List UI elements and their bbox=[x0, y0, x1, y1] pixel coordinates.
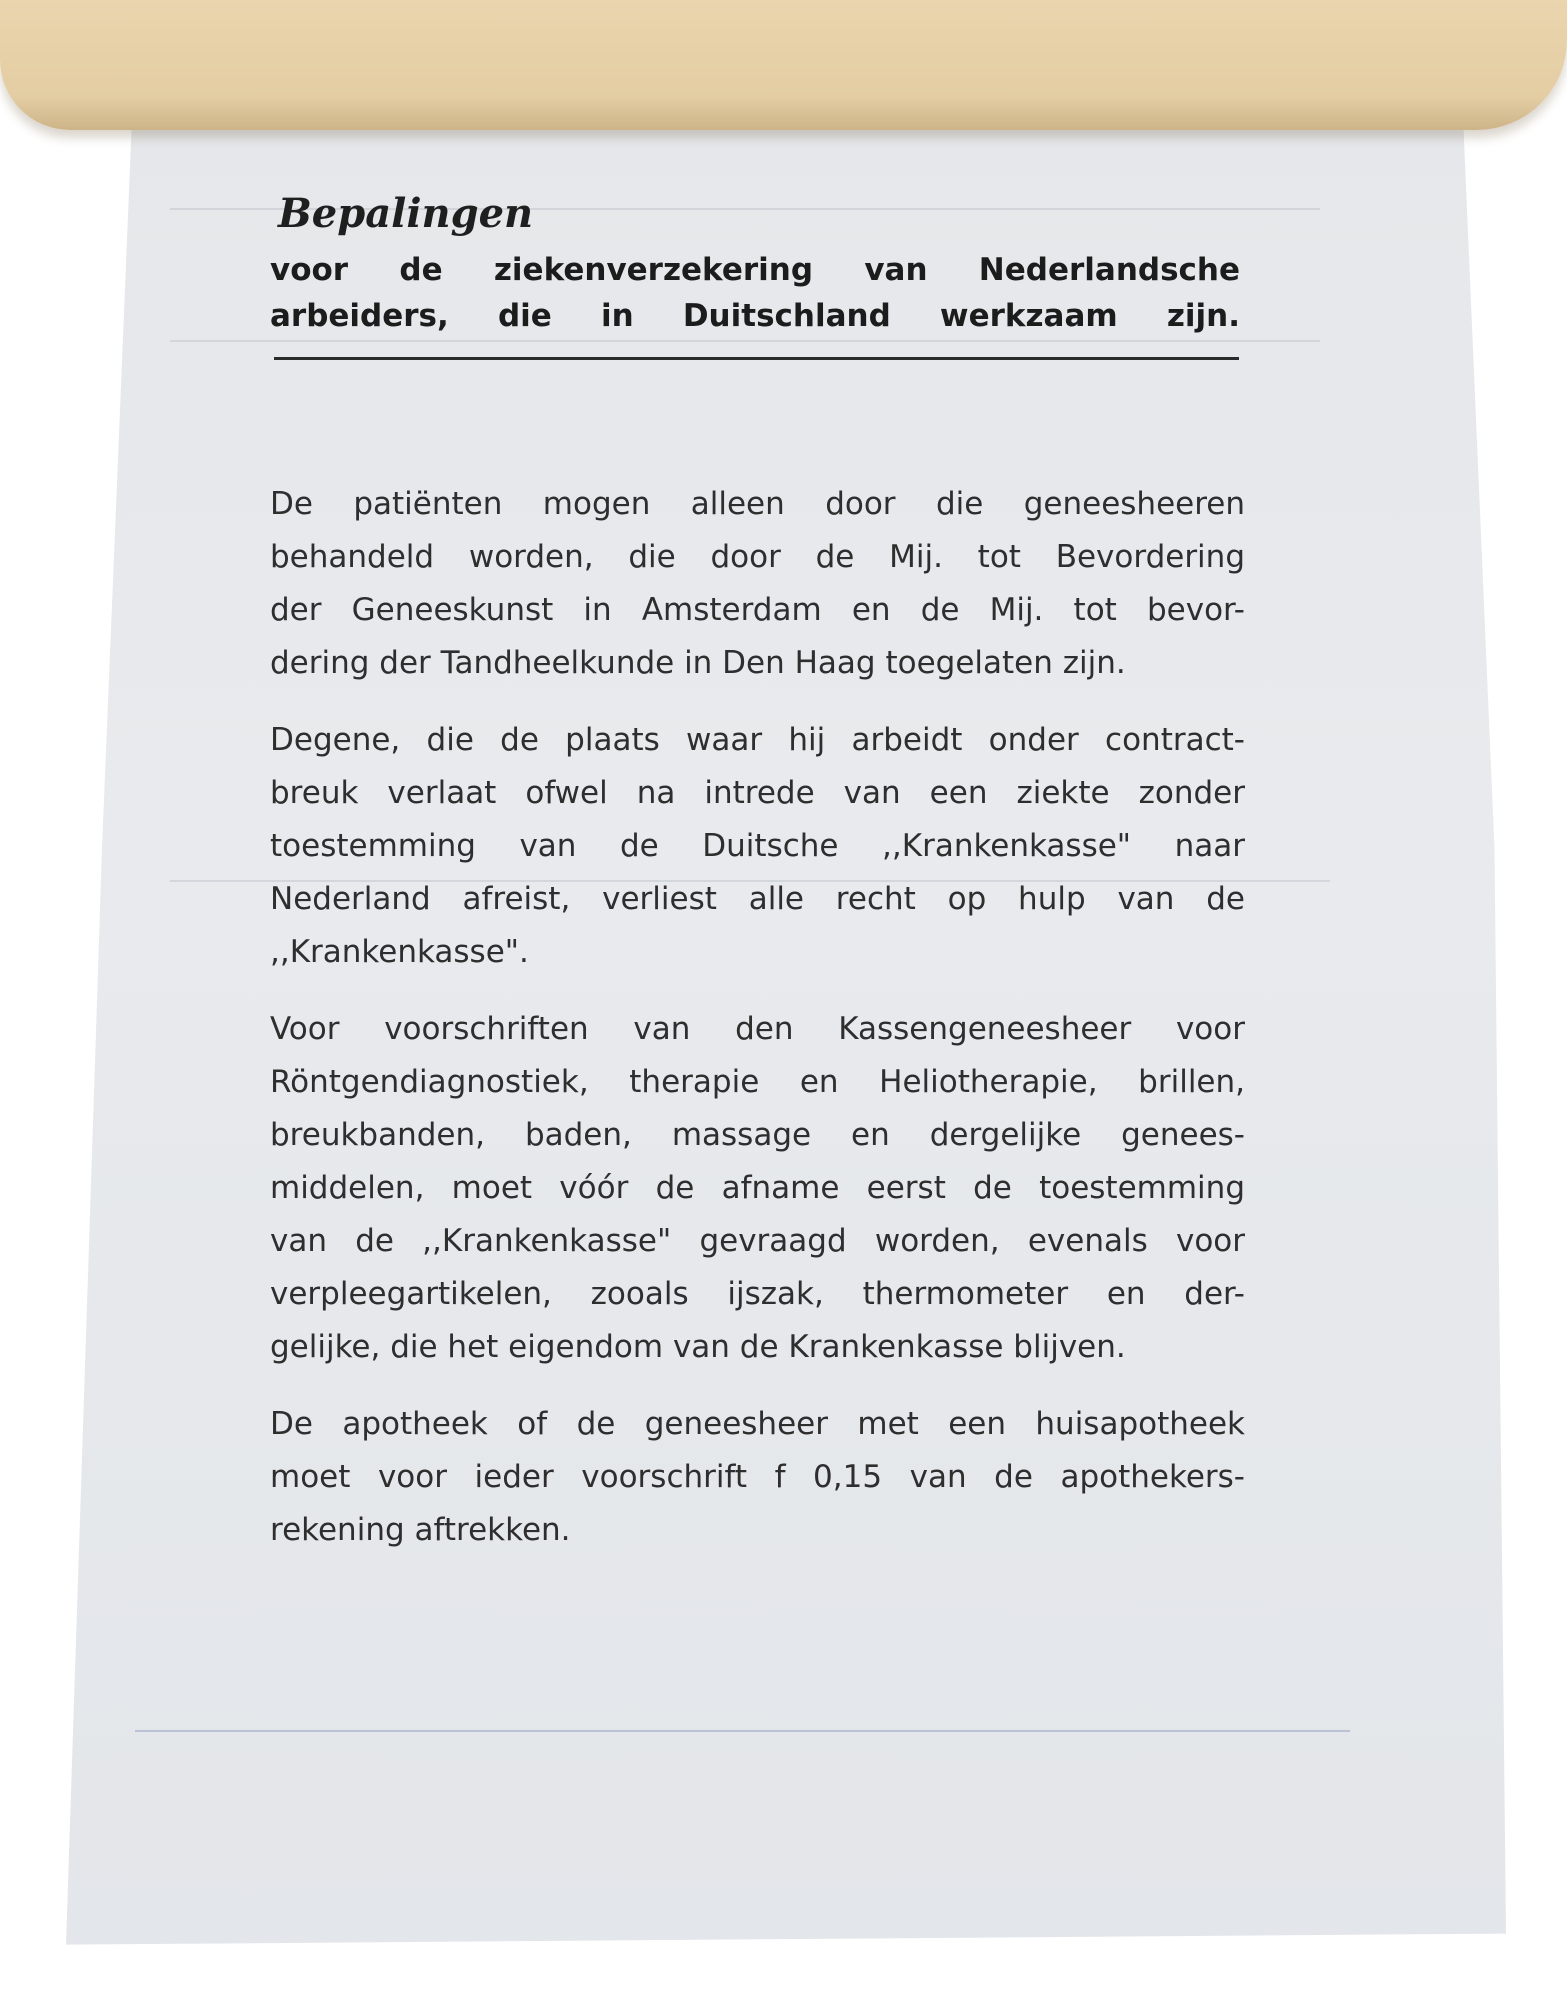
document-body bbox=[270, 478, 1250, 1557]
document-subtitle bbox=[270, 247, 1240, 339]
paragraph-line: der Geneeskunst in Amsterdam en de Mij. tot bevor- bbox=[270, 592, 1245, 628]
paragraph-line: toestemming van de Duitsche ,,Krankenkasse" naar bbox=[270, 828, 1245, 864]
paragraph-prescriptions bbox=[270, 1003, 1245, 1374]
paragraph-line: verpleegartikelen, zooals ijszak, thermometer en der- bbox=[270, 1276, 1245, 1312]
paragraph-line: middelen, moet vóór de afname eerst de toestemming bbox=[270, 1170, 1245, 1206]
paragraph-line: ,,Krankenkasse". bbox=[270, 934, 529, 970]
paragraph-line: gelijke, die het eigendom van de Krankenkasse blijven. bbox=[270, 1329, 1126, 1365]
show-through-line bbox=[135, 1730, 1350, 1732]
document-content bbox=[270, 190, 1250, 1581]
paragraph-line: moet voor ieder voorschrift f 0,15 van de apothekers- bbox=[270, 1459, 1245, 1495]
paragraph-line: breukbanden, baden, massage en dergelijke genees- bbox=[270, 1117, 1245, 1153]
paragraph-line: Voor voorschriften van den Kassengeneesheer voor bbox=[270, 1011, 1245, 1047]
title-rule bbox=[274, 357, 1239, 360]
notepad-binding-flap bbox=[0, 0, 1567, 130]
paragraph-line: Degene, die de plaats waar hij arbeidt onder contract- bbox=[270, 722, 1245, 758]
subtitle-line: voor de ziekenverzekering van Nederlandsche bbox=[270, 252, 1240, 288]
document-title: Bepalingen bbox=[278, 190, 534, 237]
paragraph-pharmacy-deduction bbox=[270, 1398, 1245, 1557]
subtitle-line: arbeiders, die in Duitschland werkzaam zijn. bbox=[270, 298, 1240, 334]
paragraph-breach-of-contract bbox=[270, 714, 1245, 979]
paragraph-line: van de ,,Krankenkasse" gevraagd worden, evenals voor bbox=[270, 1223, 1245, 1259]
paragraph-line: rekening aftrekken. bbox=[270, 1512, 571, 1548]
paragraph-line: Röntgendiagnostiek, therapie en Heliotherapie, brillen, bbox=[270, 1064, 1245, 1100]
paragraph-line: behandeld worden, die door de Mij. tot Bevordering bbox=[270, 539, 1245, 575]
paragraph-treating-physicians bbox=[270, 478, 1245, 690]
paragraph-line: De patiënten mogen alleen door die geneesheeren bbox=[270, 486, 1245, 522]
paragraph-line: dering der Tandheelkunde in Den Haag toegelaten zijn. bbox=[270, 645, 1126, 681]
paragraph-line: De apotheek of de geneesheer met een huisapotheek bbox=[270, 1406, 1245, 1442]
paragraph-line: breuk verlaat ofwel na intrede van een ziekte zonder bbox=[270, 775, 1245, 811]
paragraph-line: Nederland afreist, verliest alle recht op hulp van de bbox=[270, 881, 1245, 917]
